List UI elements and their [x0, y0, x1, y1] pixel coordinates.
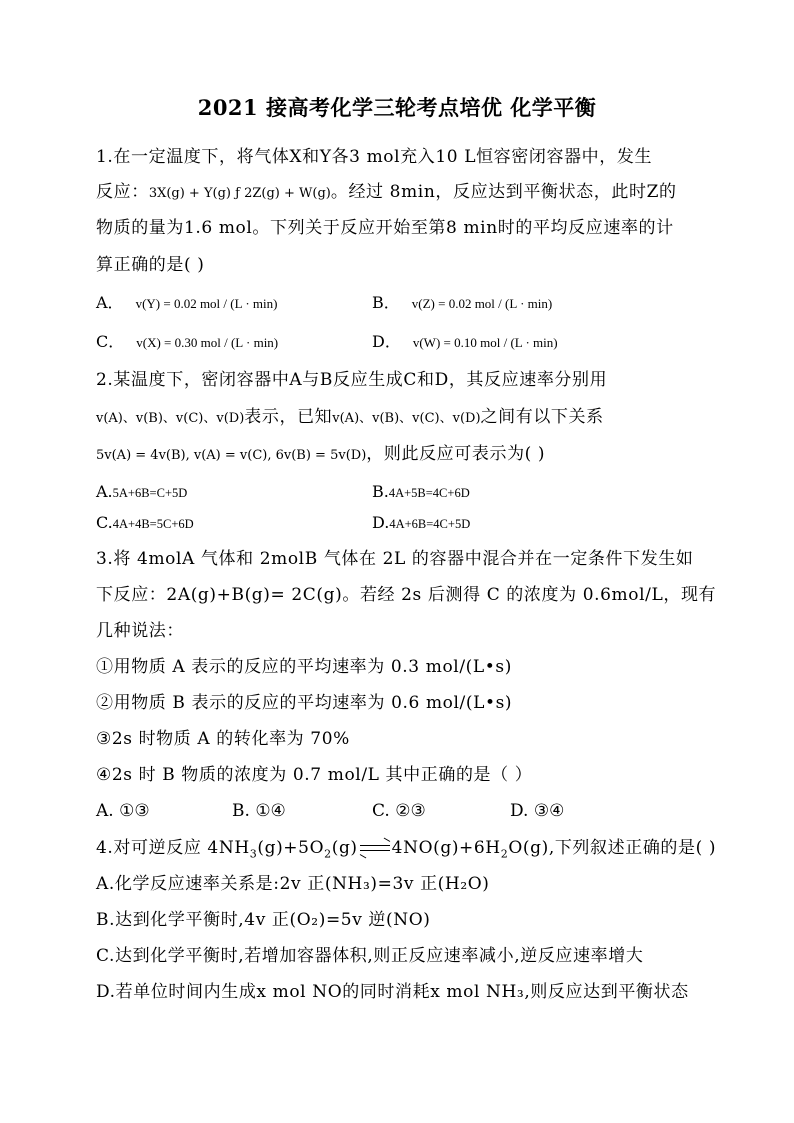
q2-line-2: v(A)、v(B)、v(C)、v(D)表示，已知v(A)、v(B)、v(C)、v(D)之间有以下关系 [96, 407, 604, 427]
page-title: 2021 接高考化学三轮考点培优 化学平衡 [197, 95, 597, 120]
q3-option-d[interactable]: D. ③④ [510, 801, 565, 821]
q4-option-b[interactable]: B.达到化学平衡时,4v 正(O₂)=5v 逆(NO) [96, 910, 431, 930]
q2-option-d[interactable]: D.4A+6B=4C+5D [372, 513, 471, 532]
q1-line-3: 物质的量为1.6 mol。下列关于反应开始至第8 min时的平均反应速率的计 [96, 218, 674, 238]
q3-option-b[interactable]: B. ①④ [232, 801, 286, 821]
q2-option-b[interactable]: B.4A+5B=4C+6D [372, 482, 470, 501]
q2-line-3: 5v(A) = 4v(B), v(A) = v(C), 6v(B) = 5v(D)，则此反应可表示为( ) [96, 444, 546, 464]
q3-line-2: 下反应：2A(g)+B(g)= 2C(g)。若经 2s 后测得 C 的浓度为 0.6mol/L，现有 [96, 585, 717, 605]
q3-statement-2: ②用物质 B 表示的反应的平均速率为 0.6 mol/(L•s) [96, 693, 513, 713]
q1-line-2 [96, 180, 677, 206]
q3-statement-4: ④2s 时 B 物质的浓度为 0.7 mol/L 其中正确的是（ ） [96, 765, 533, 785]
q3-statement-3: ③2s 时物质 A 的转化率为 70% [96, 729, 350, 749]
q2-relation: 5v(A) = 4v(B), v(A) = v(C), 6v(B) = 5v(D) [96, 448, 367, 463]
q4-option-d[interactable]: D.若单位时间内生成x mol NO的同时消耗x mol NH₃,则反应达到平衡状态 [96, 982, 689, 1002]
q1-line-2-post: 。经过 8min，反应达到平衡状态，此时Z的 [330, 182, 677, 202]
q1-option-b[interactable]: B． v(Z) = 0.02 mol / (L · min) [372, 293, 553, 312]
q1-line-4: 算正确的是( ) [96, 255, 205, 275]
q3-statement-1: ①用物质 A 表示的反应的平均速率为 0.3 mol/(L•s) [96, 657, 512, 677]
q4-option-a[interactable]: A.化学反应速率关系是:2v 正(NH₃)=3v 正(H₂O) [96, 874, 490, 894]
q4-line-1: 4.对可逆反应 $4NH_3(g)+5O_2(g)$ $4NO(g)+6H_2O(g)$,下列叙述正确的是( ) [96, 838, 717, 861]
q2-option-c[interactable]: C.4A+4B=5C+6D [96, 513, 194, 532]
q1-option-a[interactable]: A． v(Y) = 0.02 mol / (L · min) [96, 293, 278, 312]
q2-option-a[interactable]: A.5A+6B=C+5D [96, 482, 188, 501]
q1-line-2-pre: 反应： [96, 182, 149, 202]
q3-line-1: 3.将 4molA 气体和 2molB 气体在 2L 的容器中混合并在一定条件下发生如 [96, 549, 694, 569]
q3-line-3: 几种说法： [96, 621, 184, 641]
q1-line-1: 1.在一定温度下，将气体X和Y各3 mol充入10 L恒容密闭容器中，发生 [96, 147, 653, 167]
q3-option-a[interactable]: A. ①③ [96, 801, 150, 821]
q4-option-c[interactable]: C.达到化学平衡时,若增加容器体积,则正反应速率减小,逆反应速率增大 [96, 946, 644, 966]
q1-option-d[interactable]: D． v(W) = 0.10 mol / (L · min) [372, 332, 558, 351]
q3-option-c[interactable]: C. ②③ [372, 801, 426, 821]
q1-equation: 3X(g) + Y(g) ƒ 2Z(g) + W(g) [148, 186, 331, 201]
reversible-arrow-icon [360, 843, 390, 855]
q2-line-1: 2.某温度下，密闭容器中A与B反应生成C和D，其反应速率分别用 [96, 370, 608, 390]
q1-option-c[interactable]: C． v(X) = 0.30 mol / (L · min) [96, 332, 279, 351]
